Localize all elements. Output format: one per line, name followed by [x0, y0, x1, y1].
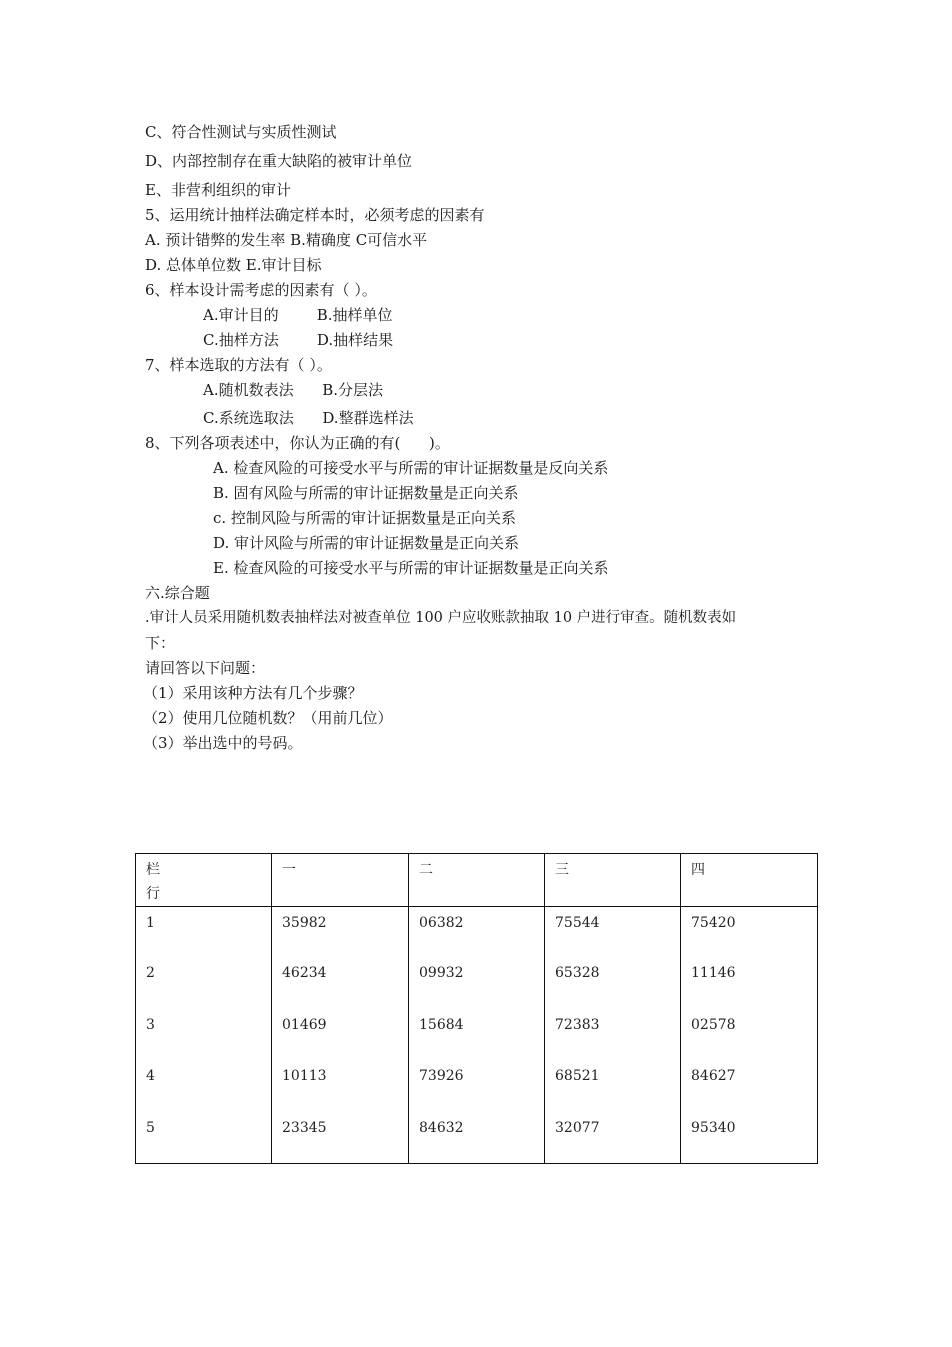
question-step-3: （3）举出选中的号码。 — [143, 734, 303, 752]
question-6-options-line2: C.抽样方法 D.抽样结果 — [203, 331, 394, 349]
table-cell: 02578 — [681, 1009, 818, 1060]
table-cell: 84632 — [409, 1112, 545, 1164]
question-8: 8、下列各项表述中，你认为正确的有( )。 — [145, 434, 450, 452]
column-header: 三 — [545, 854, 681, 907]
corner-header-cell — [136, 854, 272, 907]
table-cell: 72383 — [545, 1009, 681, 1060]
question-7-options-line2: C.系统选取法 D.整群选样法 — [203, 409, 414, 427]
table-cell: 35982 — [272, 907, 409, 958]
table-row — [136, 957, 818, 1009]
question-8-option-e: E. 检查风险的可接受水平与所需的审计证据数量是正向关系 — [213, 559, 609, 577]
question-8-option-b: B. 固有风险与所需的审计证据数量是正向关系 — [213, 484, 519, 502]
table-cell: 11146 — [681, 957, 818, 1009]
section-heading: 六.综合题 — [145, 584, 210, 602]
question-7-options-line1: A.随机数表法 B.分层法 — [203, 381, 384, 399]
question-6-options-line1: A.审计目的 B.抽样单位 — [203, 306, 393, 324]
question-step-1: （1）采用该种方法有几个步骤？ — [143, 684, 363, 702]
table-cell: 06382 — [409, 907, 545, 958]
table-cell: 75544 — [545, 907, 681, 958]
question-step-2: （2）使用几位随机数？（用前几位） — [143, 709, 393, 727]
row-number-cell: 3 — [136, 1009, 272, 1060]
question-8-option-a: A. 检查风险的可接受水平与所需的审计证据数量是反向关系 — [213, 459, 609, 477]
question-5-options-line1: A. 预计错弊的发生率 B.精确度 C可信水平 — [145, 231, 428, 249]
row-number-cell: 1 — [136, 907, 272, 958]
table-row — [136, 907, 818, 958]
column-header: 四 — [681, 854, 818, 907]
table-cell: 10113 — [272, 1060, 409, 1112]
row-number-cell: 5 — [136, 1112, 272, 1164]
table-cell: 84627 — [681, 1060, 818, 1112]
table-cell: 15684 — [409, 1009, 545, 1060]
table-cell: 65328 — [545, 957, 681, 1009]
table-row — [136, 1060, 818, 1112]
question-8-option-c: c. 控制风险与所需的审计证据数量是正向关系 — [213, 509, 516, 527]
option-e-line: E、非营利组织的审计 — [145, 181, 291, 199]
table-row — [136, 1112, 818, 1164]
corner-row-label: 行 — [146, 886, 160, 902]
question-7: 7、样本选取的方法有（ ）。 — [145, 356, 332, 374]
column-header: 二 — [409, 854, 545, 907]
case-description-line1: .审计人员采用随机数表抽样法对被查单位 100 户应收账款抽取 10 户进行审查。随机数表如 — [145, 610, 737, 626]
table-row — [136, 1009, 818, 1060]
option-d-line: D、内部控制存在重大缺陷的被审计单位 — [145, 152, 413, 170]
question-5-options-line2: D. 总体单位数 E.审计目标 — [145, 256, 322, 274]
table-cell: 68521 — [545, 1060, 681, 1112]
table-cell: 01469 — [272, 1009, 409, 1060]
question-8-option-d: D. 审计风险与所需的审计证据数量是正向关系 — [213, 534, 520, 552]
table-cell: 75420 — [681, 907, 818, 958]
questions-intro: 请回答以下问题： — [145, 659, 266, 677]
question-5: 5、运用统计抽样法确定样本时，必须考虑的因素有 — [145, 206, 485, 224]
table-cell: 23345 — [272, 1112, 409, 1164]
question-6: 6、样本设计需考虑的因素有（ ）。 — [145, 281, 377, 299]
table-cell: 32077 — [545, 1112, 681, 1164]
table-cell: 95340 — [681, 1112, 818, 1164]
table-cell: 46234 — [272, 957, 409, 1009]
row-number-cell: 2 — [136, 957, 272, 1009]
random-number-table — [135, 853, 818, 1164]
row-number-cell: 4 — [136, 1060, 272, 1112]
column-header: 一 — [272, 854, 409, 907]
case-description-line2: 下： — [145, 634, 176, 652]
table-cell: 09932 — [409, 957, 545, 1009]
option-c-line: C、符合性测试与实质性测试 — [145, 123, 337, 141]
table-header-row — [136, 854, 818, 907]
table-cell: 73926 — [409, 1060, 545, 1112]
corner-column-label: 栏 — [146, 862, 160, 878]
